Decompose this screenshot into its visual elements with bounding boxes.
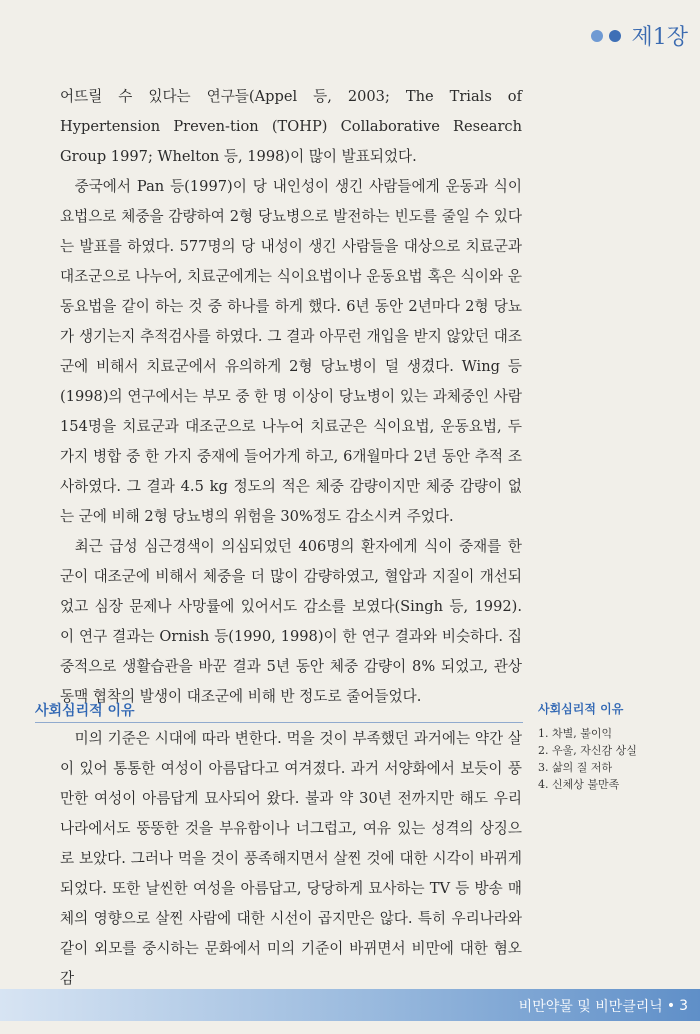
sidebar-item: 3. 삶의 질 저하: [538, 761, 613, 774]
paragraph-2: 중국에서 Pan 등(1997)이 당 내인성이 생긴 사람들에게 운동과 식이요법으로 체중을 감량하여 2형 당뇨병으로 발전하는 빈도를 줄일 수 있다는 발표를 하였다. 577명의 당 내성이 생긴 사람들을 대상으로 치료군과 대조군으로 나누어, 치료군에게는 식이요법이나 운동요법 혹은 식이와 운동요법을 같이 하는 것 중 하나를 하게 했다. 6년 동안 2년마다 2형 당뇨가 생기는지 추적검사를 하였다. 그 결과 아무런 개입을 받지 않았던 대조군에 비해서 치료군에서 유의하게 2형 당뇨병이 덜 생겼다. Wing 등(1998)의 연구에서는 부모 중 한 명 이상이 당뇨병이 있는 과체중인 사람 154명을 치료군과 대조군으로 나누어 치료군은 식이요법, 운동요법, 두 가지 병합 중 한 가지 중재에 들어가게 하고, 6개월마다 2년 동안 추적 조사하였다. 그 결과 4.5 kg 정도의 적은 체중 감량이지만 체중 감량이 없는 군에 비해 2형 당뇨병의 위험을 30%정도 감소시켜 주었다.: [60, 178, 522, 525]
footer-text: [519, 996, 688, 1016]
chapter-title: 제1장: [631, 25, 688, 50]
section-divider: [35, 722, 523, 723]
sidebar-item: 2. 우울, 자신감 상실: [538, 744, 637, 757]
body-top: [60, 82, 522, 712]
sidebar-list: [538, 725, 688, 793]
sidebar-item: 1. 차별, 불이익: [538, 727, 613, 740]
section-paragraph: 미의 기준은 시대에 따라 변한다. 먹을 것이 부족했던 과거에는 약간 살이 있어 통통한 여성이 아름답다고 여겨졌다. 과거 서양화에서 보듯이 풍만한 여성이 아름답게 묘사되어 왔다. 불과 약 30년 전까지만 해도 우리나라에서도 뚱뚱한 것을 부유함이나 너그럽고, 여유 있는 성격의 상징으로 보았다. 그러나 먹을 것이 풍족해지면서 살찐 것에 대한 시각이 바뀌게 되었다. 또한 날씬한 여성을 아름답고, 당당하게 묘사하는 TV 등 방송 매체의 영향으로 살찐 사람에 대한 시선이 곱지만은 않다. 특히 우리나라와 같이 외모를 중시하는 문화에서 미의 기준이 바뀌면서 비만에 대한 혐오감: [60, 730, 522, 987]
footer-book-title: 비만약물 및 비만클리닉: [518, 999, 663, 1015]
section-body: [60, 724, 522, 994]
chapter-dot-light: [591, 30, 603, 42]
sidebar-item: 4. 신체상 불만족: [538, 778, 620, 791]
paragraph-3: 최근 급성 심근경색이 의심되었던 406명의 환자에게 식이 중재를 한 군이 대조군에 비해서 체중을 더 많이 감량하였고, 혈압과 지질이 개선되었고 심장 문제나 사망률에 있어서도 감소를 보였다(Singh 등, 1992). 이 연구 결과는 Ornish 등(1990, 1998)이 한 연구 결과와 비슷하다. 집중적으로 생활습관을 바꾼 결과 5년 동안 체중 감량이 8% 되었고, 관상동맥 협착의 발생이 대조군에 비해 반 정도로 줄어들었다.: [60, 538, 522, 705]
paragraph-1: 어뜨릴 수 있다는 연구들(Appel 등, 2003; The Trials of Hypertension Preven-tion (TOHP) Collaborative Research Group 1997; Whelton 등, 1998)이 많이 발표되었다.: [60, 88, 522, 165]
section-heading: 사회심리적 이유: [35, 703, 135, 719]
sidebar-note: [538, 700, 688, 793]
page-number: 3: [679, 998, 688, 1014]
chapter-dot-dark: [609, 30, 621, 42]
footer-separator: •: [666, 998, 676, 1014]
chapter-mark: [591, 20, 688, 51]
page-footer: [0, 989, 700, 1021]
sidebar-title: 사회심리적 이유: [538, 702, 624, 716]
